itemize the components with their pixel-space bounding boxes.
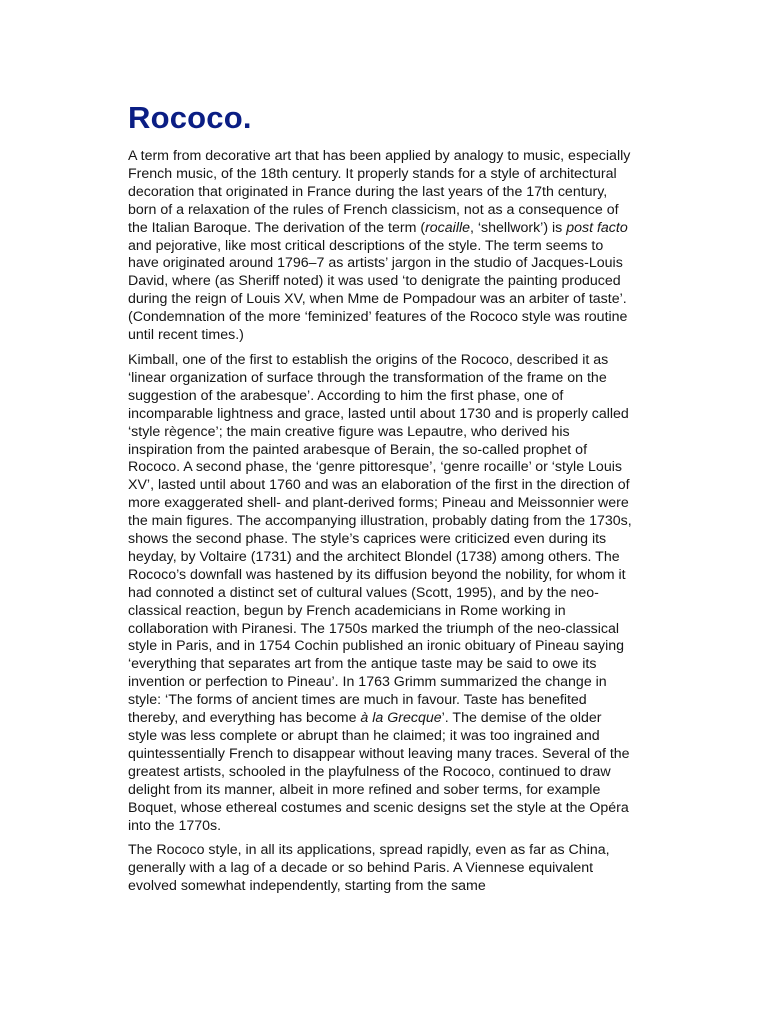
document-page: [128, 98, 634, 903]
italic-term: rocaille: [425, 219, 471, 236]
paragraph-2: [128, 352, 634, 835]
page-title: Rococo.: [128, 100, 252, 135]
paragraph-1: [128, 148, 634, 345]
paragraph-3: [128, 842, 634, 896]
italic-term: à la Grecque: [360, 710, 442, 727]
text-run: and pejorative, like most critical descriptions of the style. The term seems to have originated around 1796–7 as artists’ jargon in the studio of Jacques-Louis David, where (as Sheriff noted) it was used ‘to denigrate the painting produced during the reign of Louis XV, when Mme de Pompadour was an arbiter of taste’. (Condemnation of the more ‘feminized’ features of the Rococo style was routine until recent times.): [128, 237, 628, 344]
text-run: Kimball, one of the first to establish the origins of the Rococo, described it as ‘linear organization of surface through the transformation of the frame on the suggestion of the arabesque’. According to him the first phase, one of incomparable lightness and grace, lasted until about 1730 and is properly called ‘style règence’; the main creative figure was Lepautre, who derived his inspiration from the painted arabesque of Berain, the so-called prophet of Rococo. A second phase, the ‘genre pittoresque’, ‘genre rocaille’ or ‘style Louis XV’, lasted until about 1760 and was an elaboration of the first in the direction of more exaggerated shell- and plant-derived forms; Pineau and Meissonnier were the main figures. The accompanying illustration, probably dating from the 1730s, shows the second phase. The style’s caprices were criticized even during its heyday, by Voltaire (1731) and the architect Blondel (1738) among others. The Rococo’s downfall was hastened by its diffusion beyond the nobility, for whom it had connoted a distinct set of cultural values (Scott, 1995), and by the neo-classical reaction, begun by French academicians in Rome working in collaboration with Piranesi. The 1750s marked the triumph of the neo-classical style in Paris, and in 1754 Cochin published an ironic obituary of Pineau saying ‘everything that separates art from the antique taste may be said to owe its invention or perfection to Pineau’. In 1763 Grimm summarized the change in style: ‘The forms of ancient times are much in favour. Taste has benefited thereby, and everything has become: [128, 351, 632, 727]
text-run: , ‘shellwork’) is: [470, 219, 567, 236]
text-run: The Rococo style, in all its applications, spread rapidly, even as far as China, generally with a lag of a decade or so behind Paris. A Viennese equivalent evolved somewhat independently, starting from the same: [128, 842, 610, 895]
text-run: ’. The demise of the older style was less complete or abrupt than he claimed; it was too ingrained and quintessentially French to disappear without leaving many traces. Several of the greatest artists, schooled in the playfulness of the Rococo, continued to draw delight from its manner, albeit in more refined and sober terms, for example Boquet, whose ethereal costumes and scenic designs set the style at the Opéra into the 1770s.: [128, 710, 630, 834]
text-run: A term from decorative art that has been applied by analogy to music, especially French music, of the 18th century. It properly stands for a style of architectural decoration that originated in France during the last years of the 17th century, born of a relaxation of the rules of French classicism, not as a consequence of the Italian Baroque. The derivation of the term (: [128, 148, 631, 236]
body-text: [128, 148, 634, 896]
italic-term: post facto: [566, 219, 628, 236]
